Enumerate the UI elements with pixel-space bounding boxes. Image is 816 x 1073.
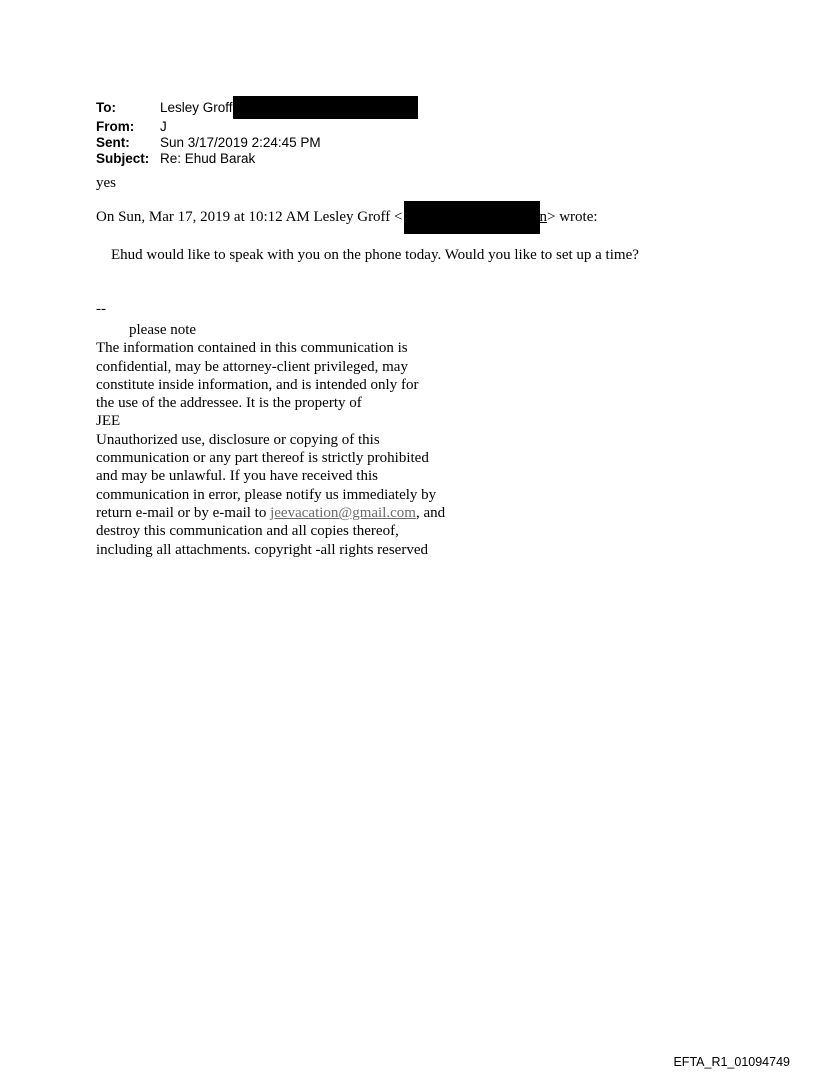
from-value: J <box>160 119 167 134</box>
quote-intro-suffix: > wrote: <box>547 209 598 225</box>
disclaimer-line: communication or any part thereof is strictly prohibited <box>96 450 429 467</box>
quote-intro <box>96 201 598 234</box>
sent-value: Sun 3/17/2019 2:24:45 PM <box>160 135 321 150</box>
disclaimer-line: The information contained in this communication is <box>96 340 408 357</box>
subject-value: Re: Ehud Barak <box>160 151 256 166</box>
disclaimer-line: and may be unlawful. If you have received this <box>96 468 378 485</box>
disclaimer-line: including all attachments. copyright -all rights reserved <box>96 541 428 558</box>
disclaimer-line: communication in error, please notify us immediately by <box>96 486 437 503</box>
redaction-block <box>404 201 540 234</box>
to-label: To: <box>96 99 116 115</box>
document-id: EFTA_R1_01094749 <box>673 1055 790 1069</box>
subject-label: Subject: <box>96 151 150 166</box>
to-value-wrap <box>160 96 418 119</box>
sent-label: Sent: <box>96 135 130 150</box>
disclaimer-line: the use of the addressee. It is the property of <box>96 395 362 412</box>
quoted-message: Ehud would like to speak with you on the phone today. Would you like to set up a time? <box>111 247 639 263</box>
from-label: From: <box>96 119 135 134</box>
subject-row <box>96 151 418 167</box>
disclaimer-line: Unauthorized use, disclosure or copying of this <box>96 431 380 448</box>
to-value: Lesley Groff <box>160 99 233 115</box>
disclaimer-text: , and <box>415 504 446 521</box>
disclaimer-line: destroy this communication and all copies thereof, <box>96 523 399 540</box>
from-row <box>96 119 418 135</box>
disclaimer-text: return e-mail or by e-mail to <box>96 504 271 521</box>
sent-row <box>96 135 418 151</box>
disclaimer-line: please note <box>129 322 197 338</box>
quote-intro-prefix: On Sun, Mar 17, 2019 at 10:12 AM Lesley Groff < <box>96 209 403 225</box>
disclaimer-line: constitute inside information, and is intended only for <box>96 376 419 393</box>
signature-separator: -- <box>96 301 106 317</box>
disclaimer-line <box>96 504 445 522</box>
disclaimer-line: JEE <box>96 413 121 430</box>
email-header <box>96 96 418 167</box>
email-link[interactable]: jeevacation@gmail.com <box>270 504 416 521</box>
quote-intro-fragment: n <box>539 209 547 225</box>
reply-text: yes <box>96 175 116 191</box>
disclaimer-line: confidential, may be attorney-client privileged, may <box>96 358 408 375</box>
confidentiality-disclaimer <box>96 321 445 559</box>
redaction-block <box>233 96 418 119</box>
to-row <box>96 96 418 119</box>
